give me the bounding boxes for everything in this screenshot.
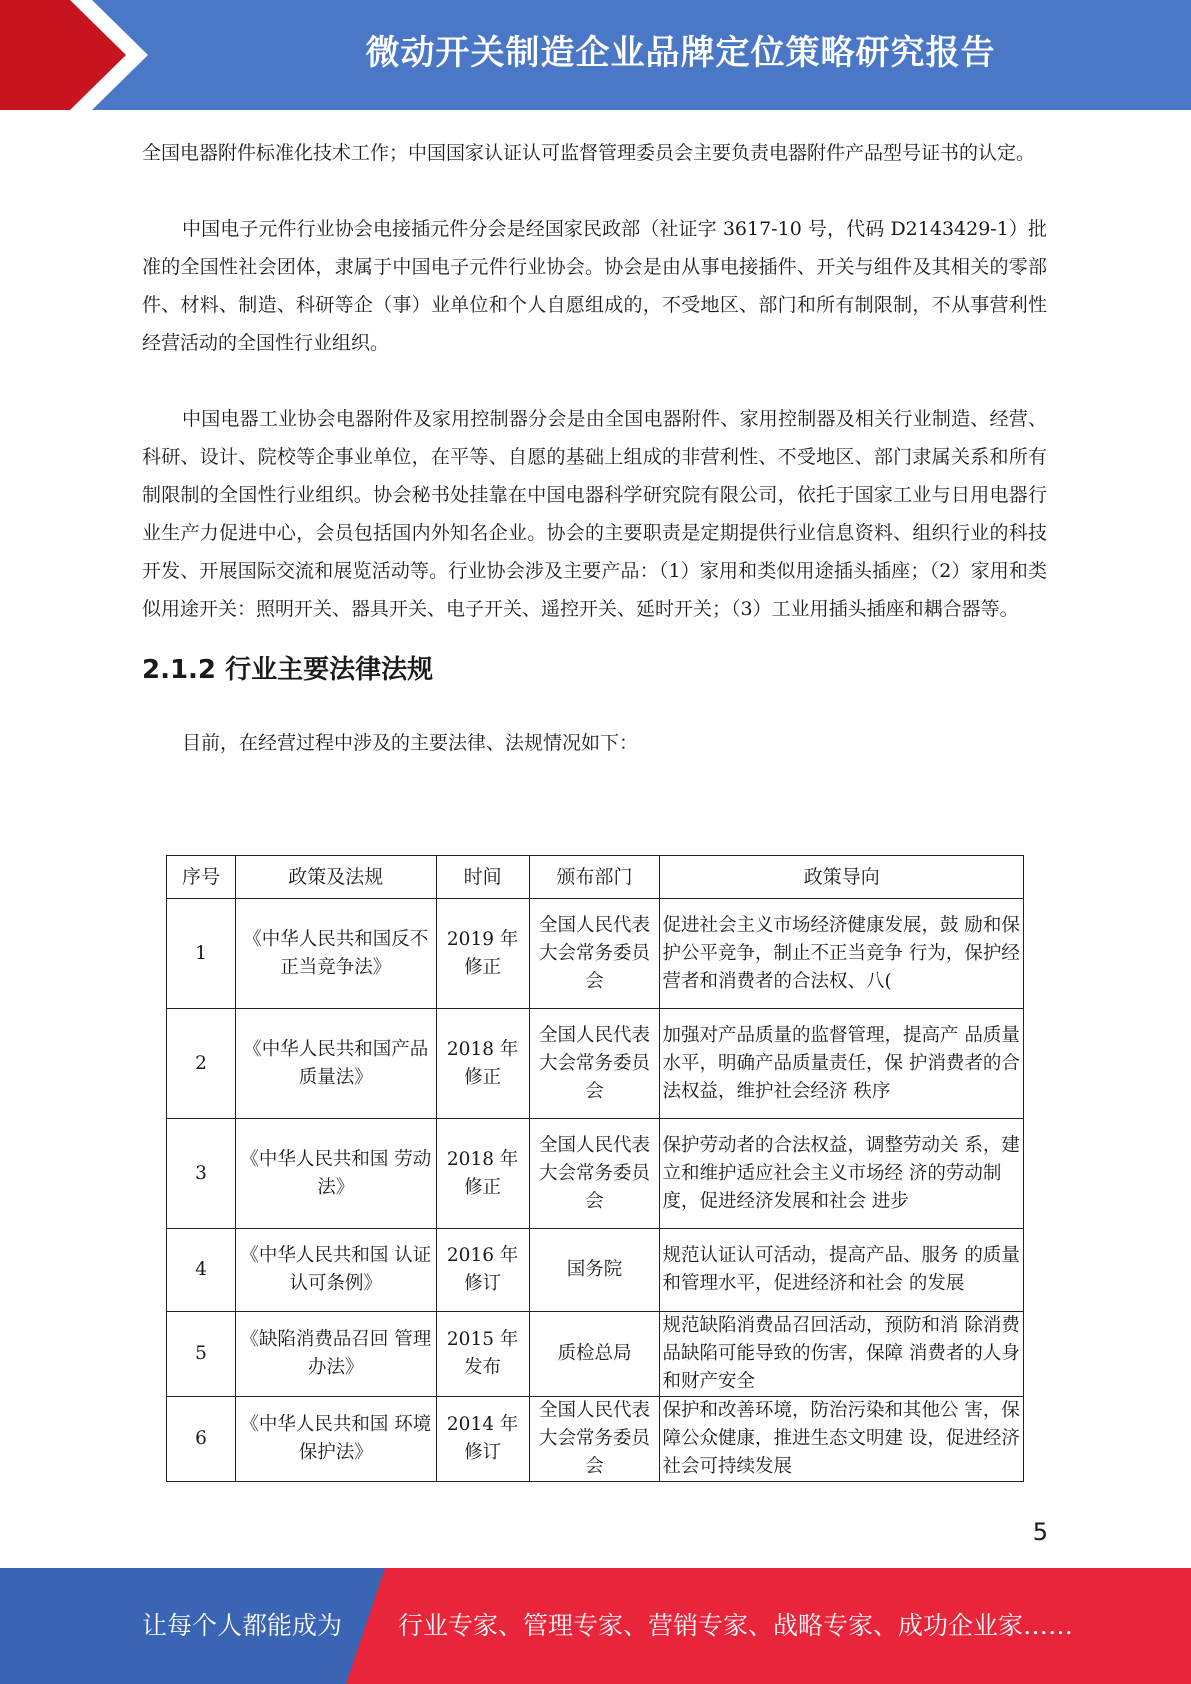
- header-dept: 颁布部门: [529, 856, 660, 899]
- row-no: 5: [167, 1312, 236, 1397]
- row-no: 6: [167, 1397, 236, 1482]
- row-time: 2015 年发布: [436, 1312, 529, 1397]
- table-row: [167, 1229, 1024, 1312]
- row-law: 《中华人民共和国 认证认可条例》: [235, 1229, 436, 1312]
- row-dept: 全国人民代表大会常务委员会: [529, 1397, 660, 1482]
- footer-slogan-left: 让每个人都能成为: [142, 1611, 343, 1640]
- row-dept: 全国人民代表大会常务委员会: [529, 899, 660, 1009]
- row-time: 2018 年修正: [436, 1119, 529, 1229]
- row-law: 《中华人民共和国 劳动法》: [235, 1119, 436, 1229]
- table-row: [167, 899, 1024, 1009]
- row-policy: 规范缺陷消费品召回活动，预防和消 除消费品缺陷可能导致的伤害，保障 消费者的人身和财产安全: [660, 1312, 1024, 1397]
- footer-band: [0, 1568, 1191, 1684]
- row-policy: 保护劳动者的合法权益，调整劳动关 系，建立和维护适应社会主义市场经 济的劳动制度，促进经济发展和社会 进步: [660, 1119, 1024, 1229]
- table-row: [167, 1119, 1024, 1229]
- paragraph-2: 中国电子元件行业协会电接插元件分会是经国家民政部（社证字 3617-10 号，代码 D2143429-1）批准的全国性社会团体，隶属于中国电子元件行业协会。协会是由从事电接插件、开关与组件及其相关的零部件、材料、制造、科研等企（事）业单位和个人自愿组成的，不受地区、部门和所有制限制，不从事营利性经营活动的全国性行业组织。: [142, 218, 1047, 354]
- row-dept: 全国人民代表大会常务委员会: [529, 1009, 660, 1119]
- row-policy: 加强对产品质量的监督管理，提高产 品质量水平，明确产品质量责任，保 护消费者的合法权益，维护社会经济 秩序: [660, 1009, 1024, 1119]
- row-no: 3: [167, 1119, 236, 1229]
- paragraph-3: 中国电器工业协会电器附件及家用控制器分会是由全国电器附件、家用控制器及相关行业制造、经营、科研、设计、院校等企事业单位，在平等、自愿的基础上组成的非营利性、不受地区、部门隶属关系和所有制限制的全国性行业组织。协会秘书处挂靠在中国电器科学研究院有限公司，依托于国家工业与日用电器行业生产力促进中心，会员包括国内外知名企业。协会的主要职责是定期提供行业信息资料、组织行业的科技开发、开展国际交流和展览活动等。行业协会涉及主要产品：（1）家用和类似用途插头插座；（2）家用和类似用途开关：照明开关、器具开关、电子开关、遥控开关、延时开关；（3）工业用插头插座和耦合器等。: [142, 408, 1047, 620]
- row-no: 2: [167, 1009, 236, 1119]
- row-policy: 促进社会主义市场经济健康发展，鼓 励和保护公平竞争，制止不正当竞争 行为，保护经营者和消费者的合法权、八(: [660, 899, 1024, 1009]
- row-policy: 规范认证认可活动，提高产品、服务 的质量和管理水平，促进经济和社会 的发展: [660, 1229, 1024, 1312]
- row-no: 4: [167, 1229, 236, 1312]
- header-arrow-decoration: [0, 0, 160, 110]
- laws-table: [166, 855, 1024, 1482]
- header-no: 序号: [167, 856, 236, 899]
- row-dept: 质检总局: [529, 1312, 660, 1397]
- section-heading: 2.1.2 行业主要法律法规: [142, 655, 434, 685]
- row-law: 《中华人民共和国 环境保护法》: [235, 1397, 436, 1482]
- row-law: 《中华人民共和国反不正当竞争法》: [235, 899, 436, 1009]
- main-content: [142, 134, 1047, 762]
- paragraph-1: 全国电器附件标准化技术工作；中国国家认证认可监督管理委员会主要负责电器附件产品型号证书的认定。: [142, 142, 1036, 164]
- footer-slogan-right: 行业专家、管理专家、营销专家、战略专家、成功企业家……: [398, 1611, 1074, 1640]
- row-dept: 全国人民代表大会常务委员会: [529, 1119, 660, 1229]
- table-row: [167, 1009, 1024, 1119]
- section-intro: 目前，在经营过程中涉及的主要法律、法规情况如下：: [182, 732, 639, 754]
- row-time: 2016 年修订: [436, 1229, 529, 1312]
- header-policy: 政策导向: [660, 856, 1024, 899]
- page-number: 5: [1032, 1518, 1048, 1546]
- report-title: 微动开关制造企业品牌定位策略研究报告: [365, 33, 996, 73]
- row-time: 2014 年修订: [436, 1397, 529, 1482]
- header-time: 时间: [436, 856, 529, 899]
- table-row: [167, 1397, 1024, 1482]
- row-law: 《中华人民共和国产品质量法》: [235, 1009, 436, 1119]
- row-time: 2019 年修正: [436, 899, 529, 1009]
- row-law: 《缺陷消费品召回 管理办法》: [235, 1312, 436, 1397]
- row-time: 2018 年修正: [436, 1009, 529, 1119]
- row-dept: 国务院: [529, 1229, 660, 1312]
- header-law: 政策及法规: [235, 856, 436, 899]
- header-band: [0, 0, 1191, 110]
- table-header-row: [167, 856, 1024, 899]
- row-policy: 保护和改善环境，防治污染和其他公 害，保障公众健康，推进生态文明建 设，促进经济社会可持续发展: [660, 1397, 1024, 1482]
- table-row: [167, 1312, 1024, 1397]
- row-no: 1: [167, 899, 236, 1009]
